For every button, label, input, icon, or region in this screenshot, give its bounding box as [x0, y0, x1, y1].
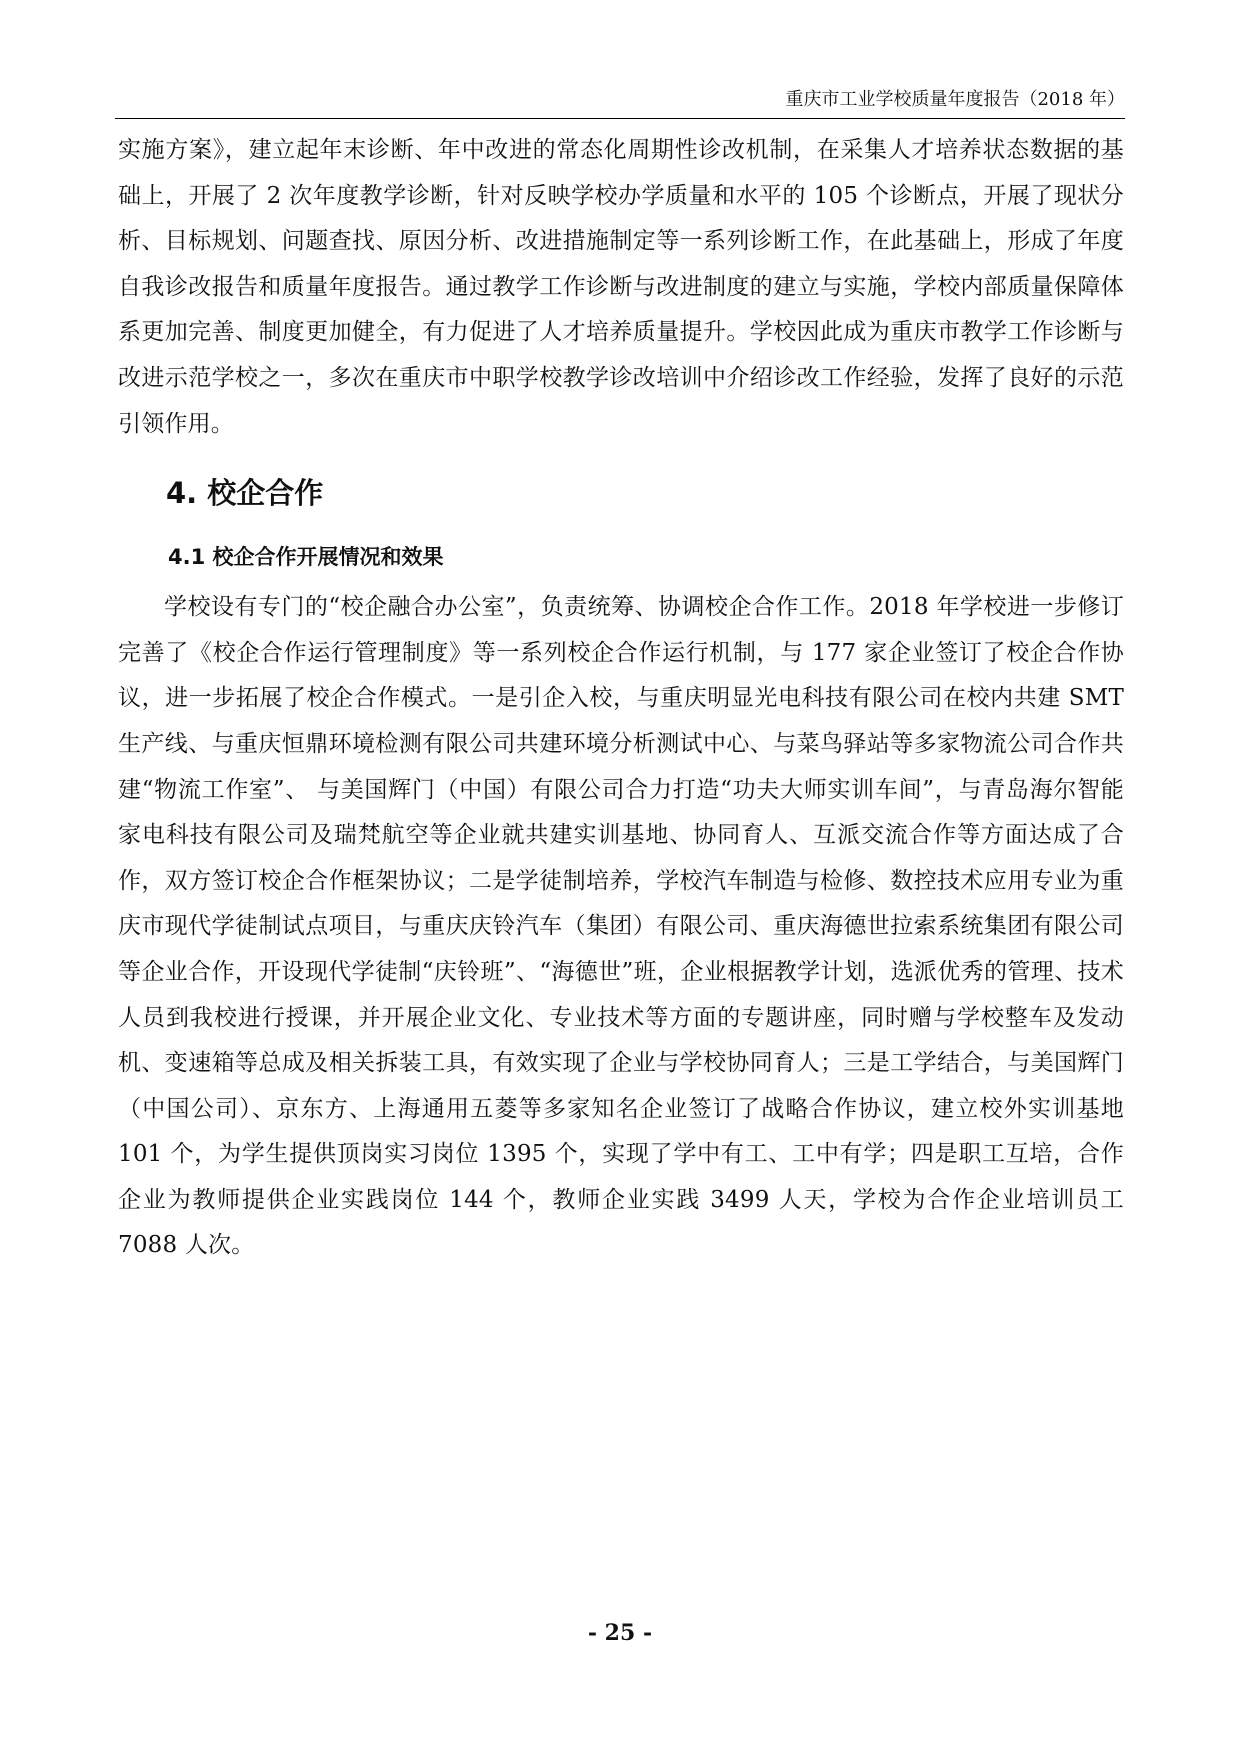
intro-paragraph: 实施方案》，建立起年末诊断、年中改进的常态化周期性诊改机制，在采集人才培养状态数据的基础上，开展了 2 次年度教学诊断，针对反映学校办学质量和水平的 105 个诊断点，开展了现状分析、目标规划、问题查找、原因分析、改进措施制定等一系列诊断工作，在此基础上，形成了年度自我诊改报告和质量年度报告。通过教学工作诊断与改进制度的建立与实施，学校内部质量保障体系更加完善、制度更加健全，有力促进了人才培养质量提升。学校因此成为重庆市教学工作诊断与改进示范学校之一，多次在重庆市中职学校教学诊改培训中介绍诊改工作经验，发挥了良好的示范引领作用。	[118, 137, 1124, 437]
page-number: - 25 -	[587, 1620, 653, 1646]
body-paragraph: 学校设有专门的“校企融合办公室”，负责统筹、协调校企合作工作。2018 年学校进一步修订完善了《校企合作运行管理制度》等一系列校企合作运行机制，与 177 家企业签订了校企合作协议，进一步拓展了校企合作模式。一是引企入校，与重庆明显光电科技有限公司在校内共建 SMT 生产线、与重庆恒鼎环境检测有限公司共建环境分析测试中心、与菜鸟驿站等多家物流公司合作共建“物流工作室”、 与美国辉门（中国）有限公司合力打造“功夫大师实训车间”，与青岛海尔智能家电科技有限公司及瑞梵航空等企业就共建实训基地、协同育人、互派交流合作等方面达成了合作，双方签订校企合作框架协议；二是学徒制培养，学校汽车制造与检修、数控技术应用专业为重庆市现代学徒制试点项目，与重庆庆铃汽车（集团）有限公司、重庆海德世拉索系统集团有限公司等企业合作，开设现代学徒制“庆铃班”、“海德世”班，企业根据教学计划，选派优秀的管理、技术人员到我校进行授课，并开展企业文化、专业技术等方面的专题讲座，同时赠与学校整车及发动机、变速箱等总成及相关拆装工具，有效实现了企业与学校协同育人；三是工学结合，与美国辉门（中国公司）、京东方、上海通用五菱等多家知名企业签订了战略合作协议，建立校外实训基地 101 个，为学生提供顶岗实习岗位 1395 个，实现了学中有工、工中有学；四是职工互培，合作企业为教师提供企业实践岗位 144 个，教师企业实践 3499 人天，学校为合作企业培训员工 7088 人次。	[118, 594, 1124, 1259]
header-title: 重庆市工业学校质量年度报告（2018 年）	[785, 89, 1125, 110]
section-heading: 4. 校企合作	[166, 476, 324, 511]
page-header	[115, 86, 1125, 119]
subsection-heading: 4.1 校企合作开展情况和效果	[168, 545, 444, 570]
document-body	[118, 128, 1124, 1269]
